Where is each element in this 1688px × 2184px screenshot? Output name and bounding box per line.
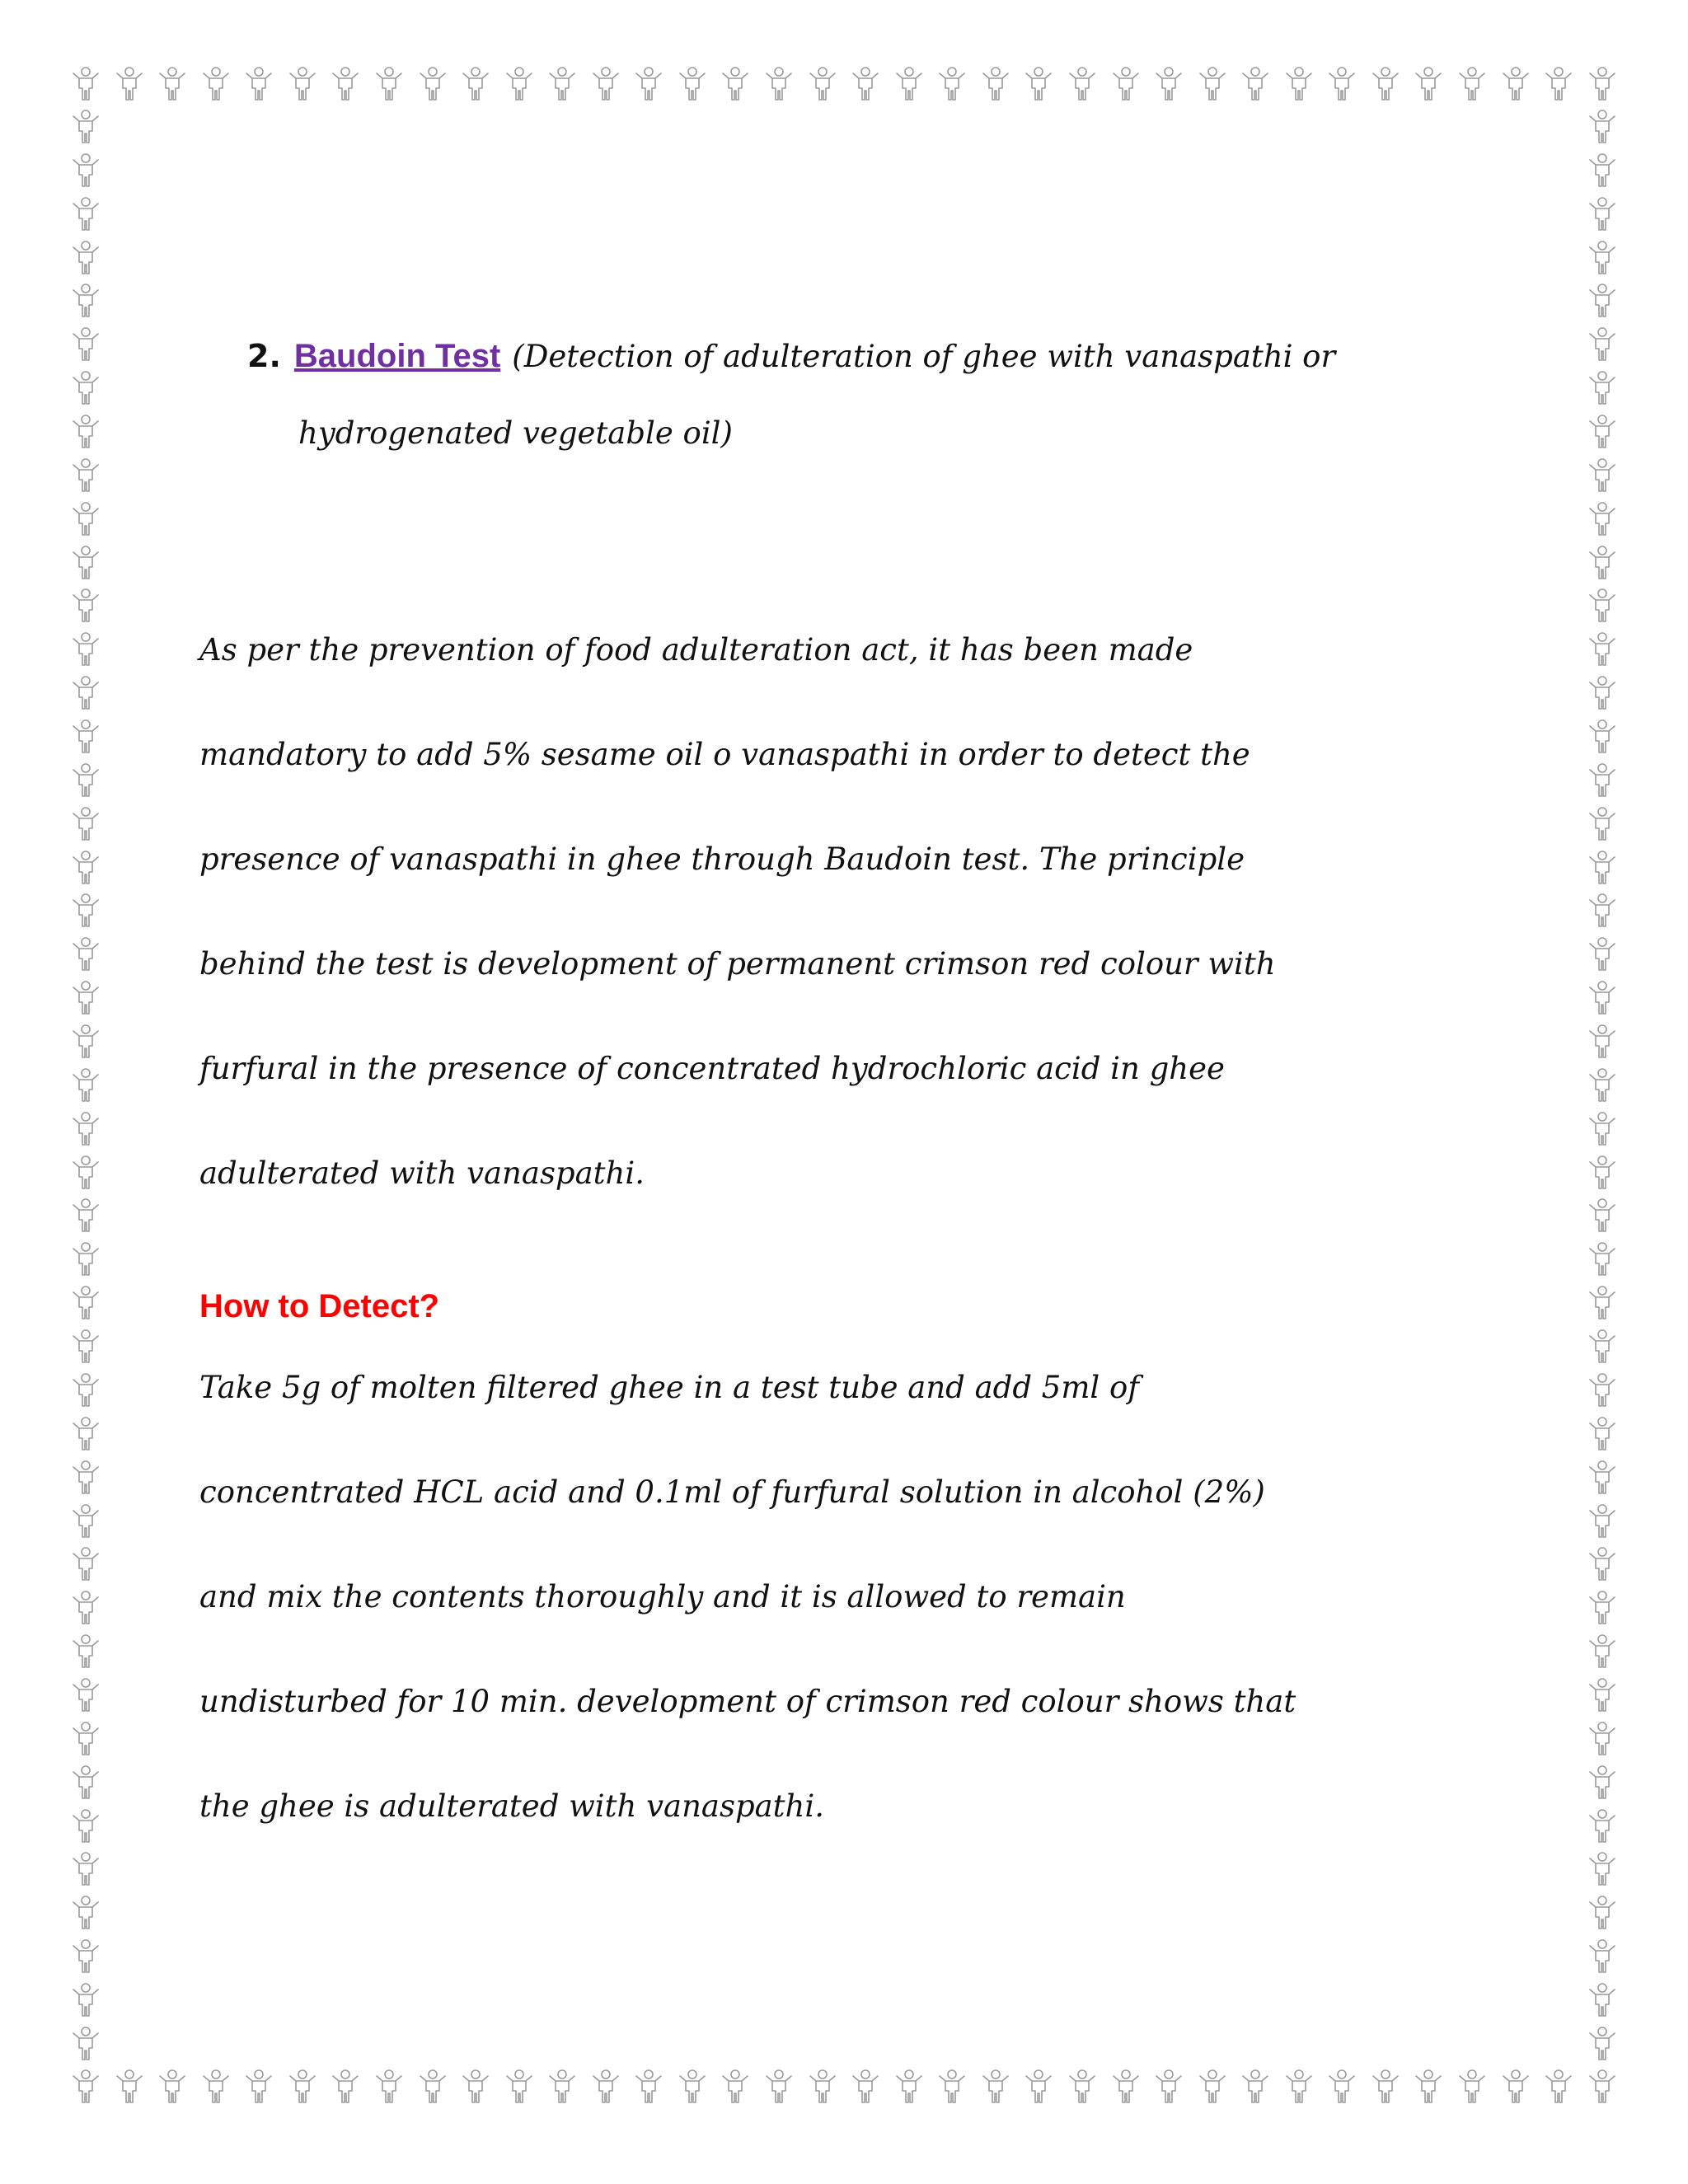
intro-paragraph: [199, 598, 1502, 1226]
paragraph-line: and mix the contents thoroughly and it is allowed to remain: [199, 1579, 1126, 1615]
heading-subtitle-line1: (Detection of adulteration of ghee with vanaspathi or: [512, 339, 1336, 374]
test-title-link[interactable]: Baudoin Test: [293, 338, 501, 374]
paragraph-line: behind the test is development of permanent crimson red colour with: [199, 946, 1276, 982]
paragraph-line: presence of vanaspathi in ghee through Baudoin test. The principle: [199, 841, 1245, 877]
detect-heading: How to Detect?: [199, 1288, 440, 1324]
heading-subtitle-line2: hydrogenated vegetable oil): [298, 415, 733, 451]
detect-paragraph: [199, 1335, 1502, 1858]
paragraph-line: As per the prevention of food adulteration act, it has been made: [199, 632, 1193, 668]
test-heading: [247, 323, 1335, 390]
paragraph-line: concentrated HCL acid and 0.1ml of furfural solution in alcohol (2%): [199, 1474, 1265, 1510]
paragraph-line: furfural in the presence of concentrated hydrochloric acid in ghee: [199, 1051, 1225, 1086]
paragraph-line: adulterated with vanaspathi.: [199, 1155, 645, 1191]
paragraph-line: Take 5g of molten filtered ghee in a test tube and add 5ml of: [199, 1370, 1139, 1405]
paragraph-line: undisturbed for 10 min. development of crimson red colour shows that: [199, 1684, 1296, 1719]
paragraph-line: the ghee is adulterated with vanaspathi.: [199, 1788, 824, 1824]
paragraph-line: mandatory to add 5% sesame oil o vanaspathi in order to detect the: [199, 737, 1250, 772]
heading-number: 2.: [247, 338, 281, 374]
